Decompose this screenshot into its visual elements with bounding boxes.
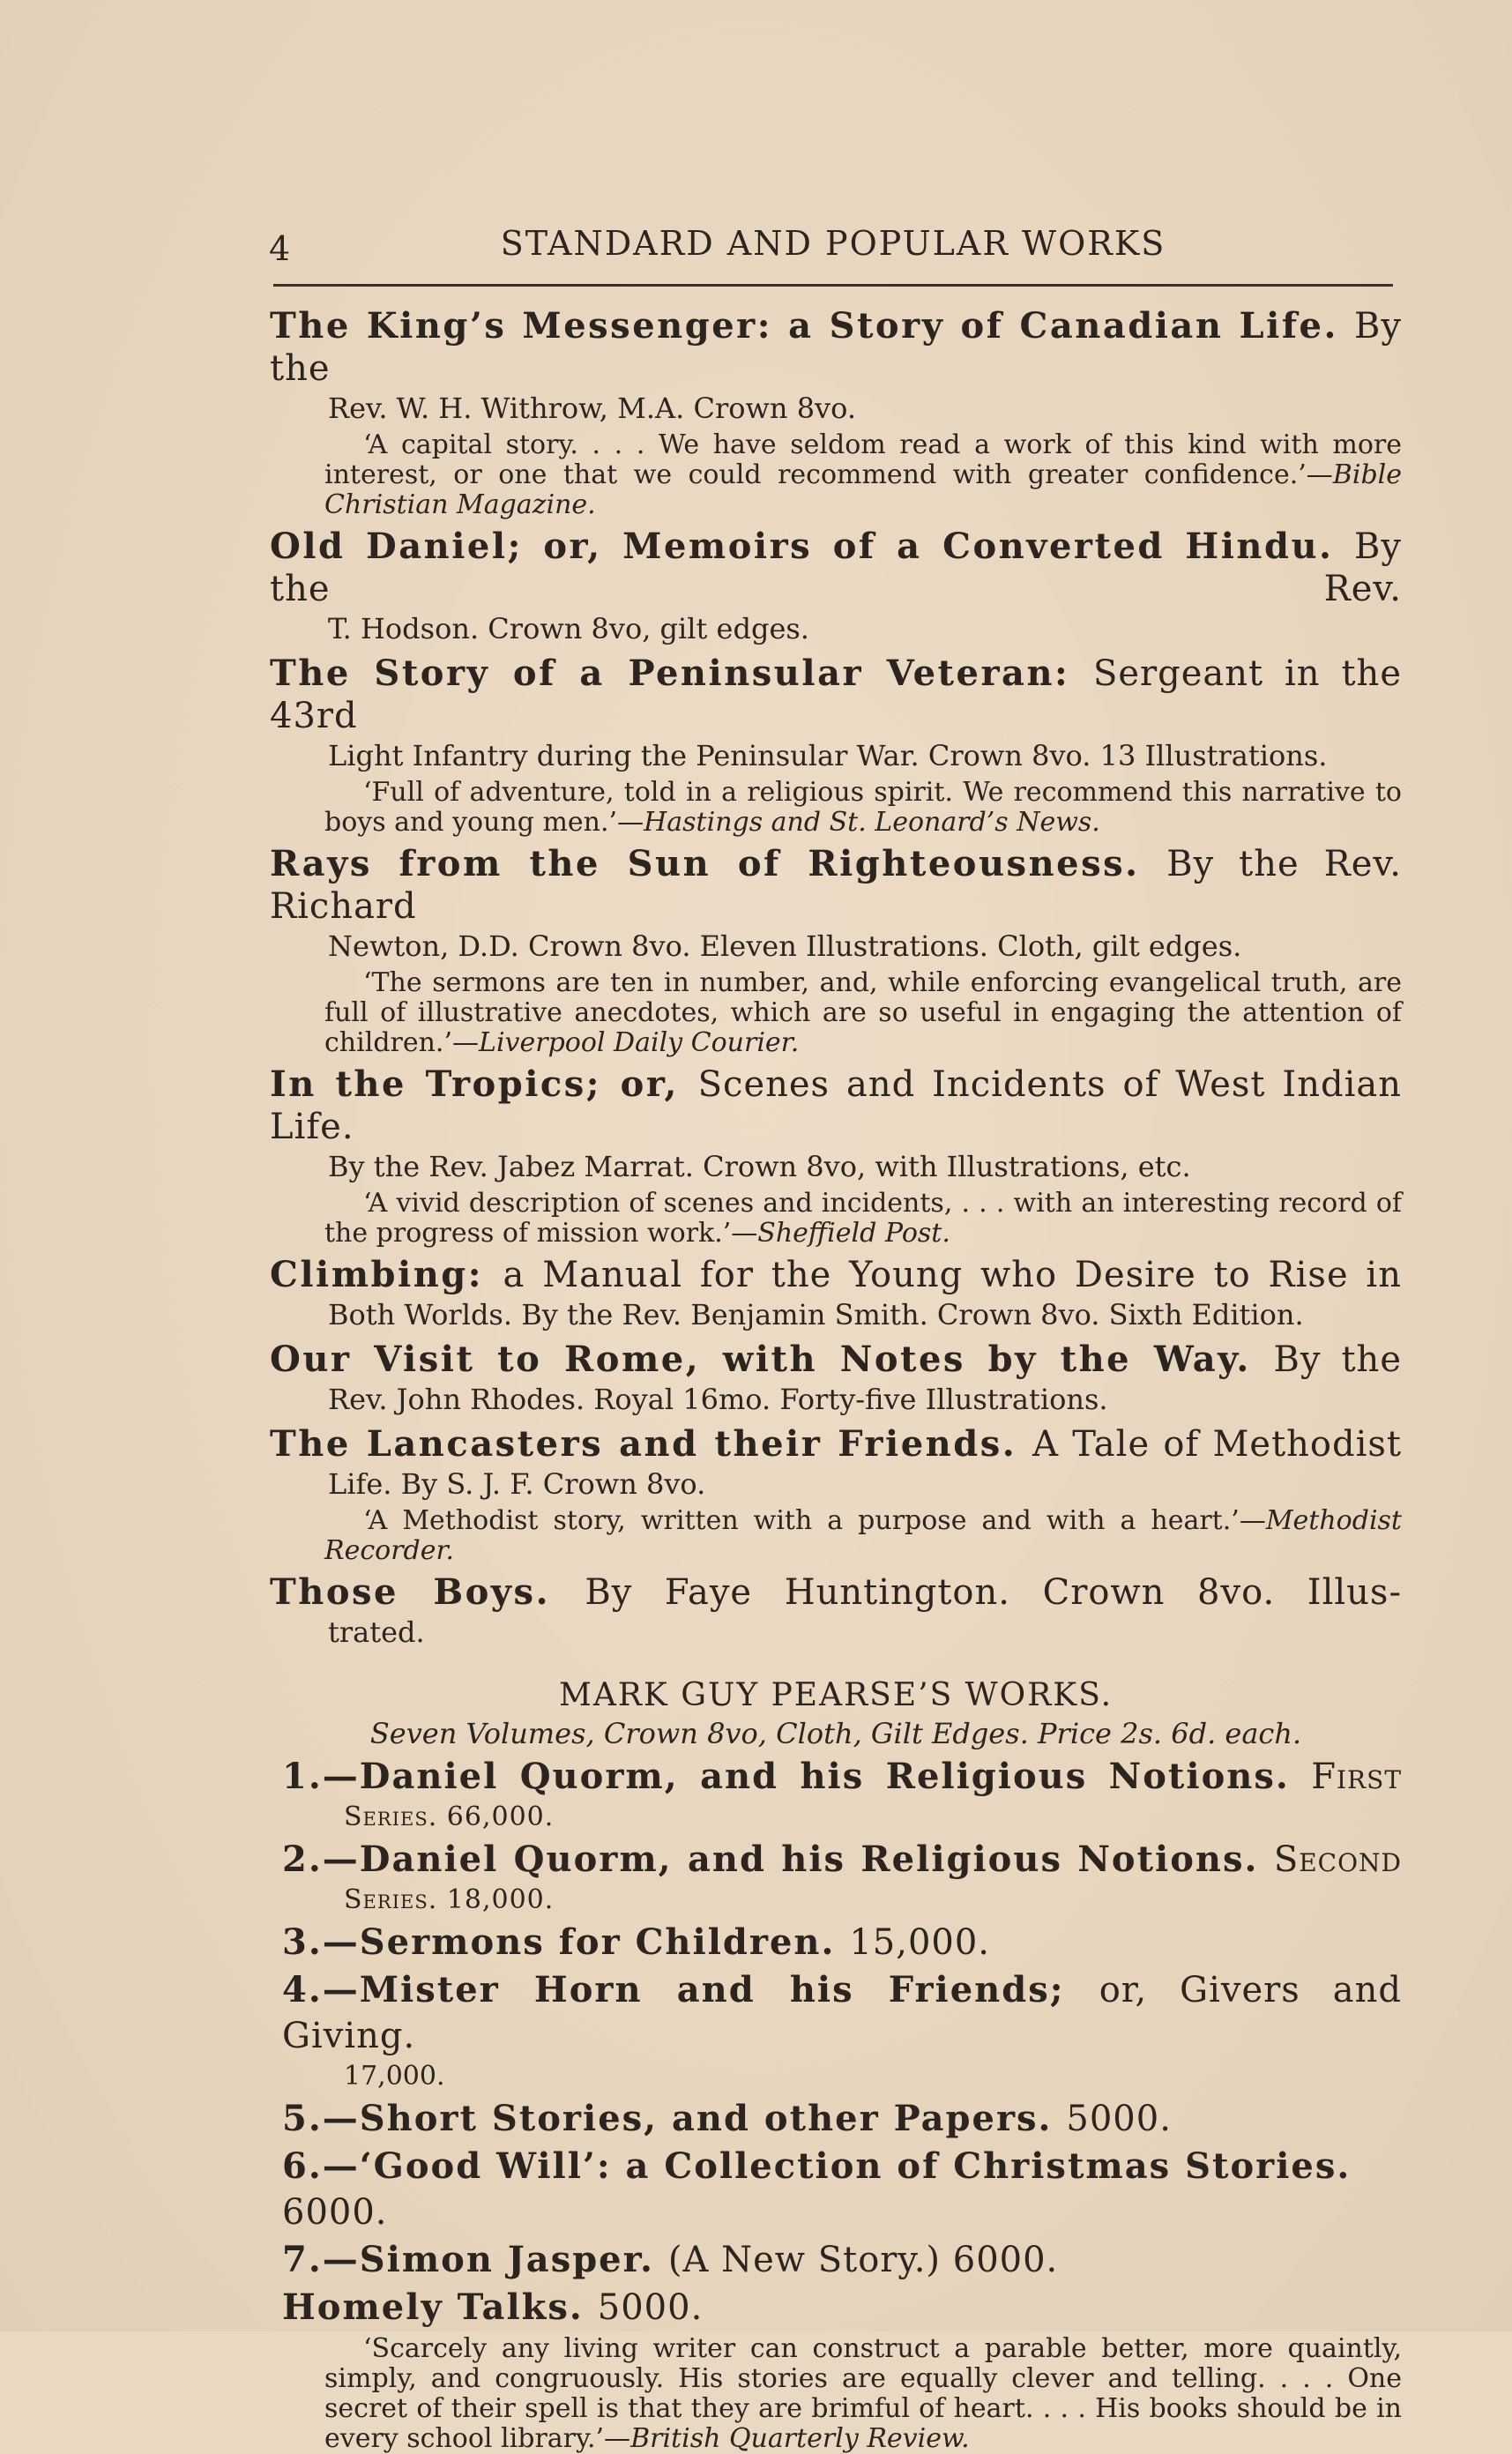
entry-title: [270, 526, 1402, 610]
entry-details: Newton, D.D. Crown 8vo. Eleven Illustrations. Cloth, gilt edges.: [328, 929, 1242, 963]
section-subheading: Seven Volumes, Crown 8vo, Cloth, Gilt Edges. Price 2s. 6d. each.: [369, 1717, 1302, 1750]
work-title: [270, 1967, 1402, 2059]
catalogue-entry: [270, 1339, 1402, 1418]
work-details: 17,000.: [344, 2061, 445, 2092]
numbered-work: [270, 1967, 1402, 2094]
entry-details: Rev. W. H. Withrow, M.A. Crown 8vo.: [328, 392, 856, 425]
quote-text: ‘A Methodist story, written with a purpose and with a heart.’—: [363, 1505, 1266, 1536]
entry-title: [270, 843, 1402, 928]
header-rule: [273, 284, 1393, 287]
entry-title-rest: A Tale of Methodist: [1032, 1424, 1403, 1465]
work-title-rest: 15,000.: [849, 1922, 991, 1963]
entry-title: [270, 653, 1402, 737]
work-title-rest: 5000.: [1066, 2099, 1172, 2139]
entry-title-rest: By the Rev. Richard: [270, 844, 1402, 927]
quote-text: ‘The sermons are ten in number, and, while enforcing evangelical truth, are full of illustrative anecdotes, which are so useful in engaging the attention of children.’—: [324, 967, 1402, 1058]
section-heading: MARK GUY PEARSE’S WORKS.: [558, 1677, 1114, 1713]
work-title-rest: (A New Story.) 6000.: [667, 2240, 1059, 2280]
work-title: [270, 1754, 1402, 1800]
work-details: Series. 66,000.: [344, 1801, 555, 1832]
entry-title-main: Rays from the Sun of Righteousness.: [270, 843, 1140, 884]
numbered-work: [270, 1837, 1402, 1918]
quote-text: ‘Full of adventure, told in a religious spirit. We recommend this narrative to boys and young men.’—: [324, 777, 1402, 838]
quote-source: Hastings and St. Leonard’s News.: [644, 807, 1100, 838]
entry-details: T. Hodson. Crown 8vo, gilt edges.: [328, 612, 809, 645]
quote-source: Methodist Recorder.: [324, 1505, 1402, 1566]
quote-text: ‘A capital story. . . . We have seldom read a work of this kind with more interest, or one that we could recommend with greater confidence.’—: [324, 429, 1402, 490]
quote-source: Liverpool Daily Courier.: [479, 1027, 800, 1058]
review-quote: [270, 1506, 1402, 1566]
entry-title: [270, 1254, 1402, 1296]
entry-title: [270, 305, 1402, 390]
entry-details: By the Rev. Jabez Marrat. Crown 8vo, with Illustrations, etc.: [328, 1150, 1191, 1183]
entry-details: trated.: [328, 1615, 425, 1649]
catalogue-entry: [270, 843, 1402, 1058]
work-title-rest: or, Givers and Giving.: [282, 1970, 1402, 2056]
page-number: 4: [269, 229, 291, 268]
work-title-main: 4.—Mister Horn and his Friends;: [282, 1969, 1065, 2010]
running-head: STANDARD AND POPULAR WORKS: [500, 224, 1166, 263]
work-title: [270, 2096, 1402, 2142]
entry-title-rest: a Manual for the Young who Desire to Rise in: [503, 1255, 1402, 1295]
entry-title-main: The Story of a Peninsular Veteran:: [270, 653, 1070, 694]
entry-details: Light Infantry during the Peninsular War. Crown 8vo. 13 Illustrations.: [328, 739, 1328, 772]
entry-title-main: In the Tropics; or,: [270, 1063, 679, 1105]
entry-title-rest: By the Rev.: [270, 526, 1402, 609]
entry-details: Life. By S. J. F. Crown 8vo.: [328, 1467, 706, 1501]
quote-text: ‘A vivid description of scenes and incidents, . . . with an interesting record of the progress of mission work.’—: [324, 1188, 1402, 1249]
review-quote: [270, 968, 1402, 1058]
catalogue-entry: [270, 653, 1402, 838]
work-title-main: 2.—Daniel Quorm, and his Religious Notions.: [282, 1839, 1259, 1880]
catalogue-entry: [270, 526, 1402, 647]
review-quote: [270, 430, 1402, 520]
numbered-work: [270, 1754, 1402, 1835]
entry-title-rest: Scenes and Incidents of West Indian Life.: [270, 1064, 1403, 1147]
work-title-rest: 6000.: [282, 2192, 388, 2233]
work-title-main: 5.—Short Stories, and other Papers.: [282, 2098, 1053, 2139]
entry-title-main: Old Daniel; or, Memoirs of a Converted Hindu.: [270, 526, 1334, 567]
entry-details: Both Worlds. By the Rev. Benjamin Smith. Crown 8vo. Sixth Edition.: [328, 1298, 1304, 1331]
entry-title: [270, 1423, 1402, 1466]
entry-title: [270, 1339, 1402, 1381]
entry-title-rest: By Faye Huntington. Crown 8vo. Illus-: [585, 1572, 1402, 1613]
entry-title-main: The Lancasters and their Friends.: [270, 1423, 1017, 1465]
entry-title-main: The King’s Messenger: a Story of Canadian Life.: [270, 305, 1338, 347]
entry-title-main: Our Visit to Rome, with Notes by the Way.: [270, 1339, 1251, 1380]
quote-source: Sheffield Post.: [757, 1218, 950, 1249]
work-title: [270, 1920, 1402, 1965]
entry-title-main: Those Boys.: [270, 1571, 550, 1613]
entry-title: [270, 1063, 1402, 1148]
entry-title-rest: By the: [1273, 1339, 1402, 1380]
work-title-rest: 5000.: [597, 2287, 704, 2328]
numbered-work: [270, 2096, 1402, 2142]
entry-title-rest: Sergeant in the 43rd: [270, 653, 1402, 736]
final-review-quote: [270, 2334, 1402, 2454]
numbered-work: [270, 1920, 1402, 1965]
catalogue-entry: [270, 305, 1402, 520]
work-title-main: 3.—Sermons for Children.: [282, 1921, 836, 1963]
catalogue-entry: [270, 1063, 1402, 1249]
catalogue-entry: [270, 1254, 1402, 1333]
numbered-work: [270, 2285, 1402, 2331]
work-details: Series. 18,000.: [344, 1884, 555, 1915]
review-quote: [270, 778, 1402, 838]
entry-title: [270, 1571, 1402, 1614]
work-title-rest: First: [1311, 1757, 1402, 1797]
work-title-main: Homely Talks.: [282, 2286, 584, 2328]
work-title-main: 6.—‘Good Will’: a Collection of Christmas Stories.: [282, 2145, 1352, 2187]
numbered-work: [270, 2144, 1402, 2235]
work-title: [270, 2144, 1402, 2235]
entry-title-rest: By the: [270, 306, 1402, 389]
work-title: [270, 2237, 1402, 2283]
quote-source: Bible Christian Magazine.: [324, 459, 1402, 520]
entry-details: Rev. John Rhodes. Royal 16mo. Forty-five Illustrations.: [328, 1383, 1108, 1416]
work-title-main: 7.—Simon Jasper.: [282, 2239, 654, 2280]
numbered-work: [270, 2237, 1402, 2283]
quote-text: ‘Scarcely any living writer can construct a parable better, more quaintly, simply, and congruously. His stories are equally clever and telling. . . . One secret of their spell is that they are brimful of heart. . . . His books should be in every school library.’—: [324, 2333, 1402, 2454]
work-title-rest: Second: [1273, 1839, 1402, 1880]
catalogue-entry: [270, 1571, 1402, 1651]
work-title: [270, 2285, 1402, 2331]
work-title-main: 1.—Daniel Quorm, and his Religious Notions.: [282, 1756, 1290, 1797]
review-quote: [270, 1189, 1402, 1249]
work-title: [270, 1837, 1402, 1883]
quote-source: British Quarterly Review.: [630, 2423, 970, 2454]
entry-title-main: Climbing:: [270, 1254, 484, 1295]
page-header: [269, 224, 1397, 273]
catalogue-entry: [270, 1423, 1402, 1566]
catalogue-content: [270, 300, 1402, 2454]
